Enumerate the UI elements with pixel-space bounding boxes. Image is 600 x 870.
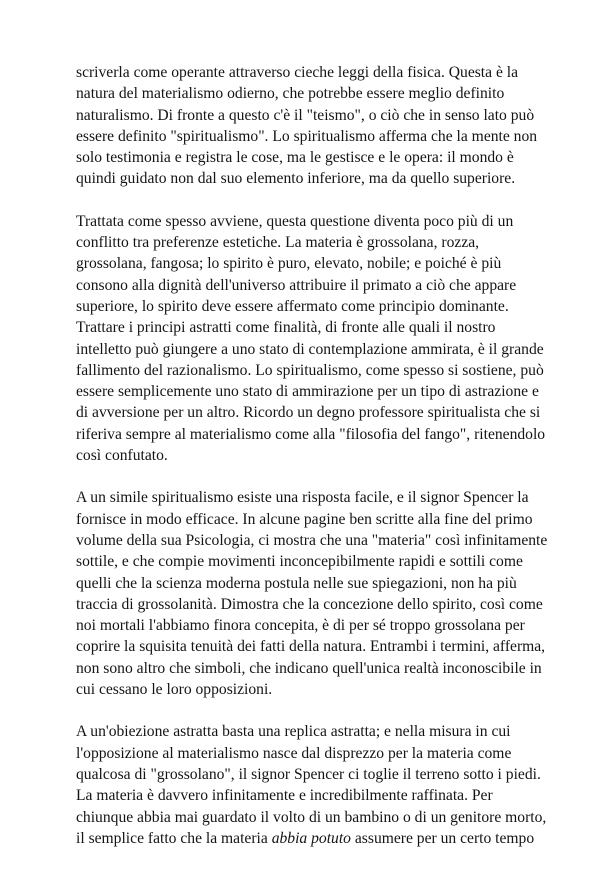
text-run: il semplice fatto che la materia — [76, 829, 272, 847]
text-line: essere semplicemente uno stato di ammirazione per un tipo di astrazione e — [76, 383, 539, 401]
text-line: natura del materialismo odierno, che potrebbe essere meglio definito — [76, 85, 505, 103]
document-page — [76, 62, 548, 870]
text-line: di avversione per un altro. Ricordo un degno professore spiritualista che si — [76, 404, 541, 422]
text-line: conflitto tra preferenze estetiche. La materia è grossolana, rozza, — [76, 234, 480, 252]
paragraph-2 — [76, 211, 546, 467]
text-line: qualcosa di "grossolano", il signor Spencer ci toglie il terreno sotto i piedi. — [76, 765, 541, 783]
text-line: chiunque abbia mai guardato il volto di un bambino o di un genitore morto, — [76, 808, 547, 826]
paragraph-3 — [76, 487, 548, 700]
text-line: solo testimonia e registra le cose, ma le gestisce e le opera: il mondo è — [76, 149, 514, 167]
text-line: Trattata come spesso avviene, questa questione diventa poco più di un — [76, 212, 514, 230]
text-line: così confutato. — [76, 447, 168, 465]
text-line: Trattare i principi astratti come finalità, di fronte alle quali il nostro — [76, 319, 496, 337]
text-line: superiore, lo spirito deve essere affermato come principio dominante. — [76, 297, 509, 315]
text-line: coprire la squisita tenuità dei fatti della natura. Entrambi i termini, afferma, — [76, 638, 546, 656]
paragraph-1 — [76, 62, 536, 190]
text-line: l'opposizione al materialismo nasce dal disprezzo per la materia come — [76, 744, 512, 762]
text-line: intelletto può giungere a uno stato di contemplazione ammirata, è il grande — [76, 340, 544, 358]
text-line: sottile, e che compie movimenti inconcepibilmente rapidi e sottili come — [76, 553, 523, 571]
text-line: traccia di grossolanità. Dimostra che la concezione dello spirito, così come — [76, 595, 543, 613]
text-line: quelli che la scienza moderna postula nelle sue spiegazioni, non ha più — [76, 574, 517, 592]
text-line: cui cessano le loro opposizioni. — [76, 681, 273, 699]
text-line: volume della sua Psicologia, ci mostra che una "materia" così infinitamente — [76, 531, 548, 549]
text-line: consono alla dignità dell'universo attribuire il primato a ciò che appare — [76, 276, 517, 294]
text-line: A un'obiezione astratta basta una replica astratta; e nella misura in cui — [76, 723, 511, 741]
text-line: non sono altro che simboli, che indicano quell'unica realtà inconoscibile in — [76, 659, 542, 677]
text-line: essere definito "spiritualismo". Lo spiritualismo afferma che la mente non — [76, 127, 538, 145]
text-line: grossolana, fangosa; lo spirito è puro, elevato, nobile; e poiché è più — [76, 255, 502, 273]
text-line: naturalismo. Di fronte a questo c'è il "teismo", o ciò che in senso lato può — [76, 106, 535, 124]
text-line: noi mortali l'abbiamo finora concepita, è di per sé troppo grossolana per — [76, 617, 525, 635]
text-line: riferiva sempre al materialismo come alla "filosofia del fango", ritenendolo — [76, 425, 546, 443]
italic-emphasis: abbia potuto — [271, 829, 351, 847]
text-line: fornisce in modo efficace. In alcune pagine ben scritte alla fine del primo — [76, 510, 533, 528]
text-run: assumere per un certo tempo — [350, 829, 535, 847]
paragraph-4 — [76, 721, 547, 849]
text-line: La materia è davvero infinitamente e incredibilmente raffinata. Per — [76, 787, 493, 805]
text-line: fallimento del razionalismo. Lo spiritualismo, come spesso si sostiene, può — [76, 361, 544, 379]
text-line: scriverla come operante attraverso cieche leggi della fisica. Questa è la — [76, 64, 519, 81]
text-line: A un simile spiritualismo esiste una risposta facile, e il signor Spencer la — [76, 489, 529, 507]
text-line: quindi guidato non dal suo elemento inferiore, ma da quello superiore. — [76, 170, 516, 188]
text-line-last — [76, 828, 536, 849]
